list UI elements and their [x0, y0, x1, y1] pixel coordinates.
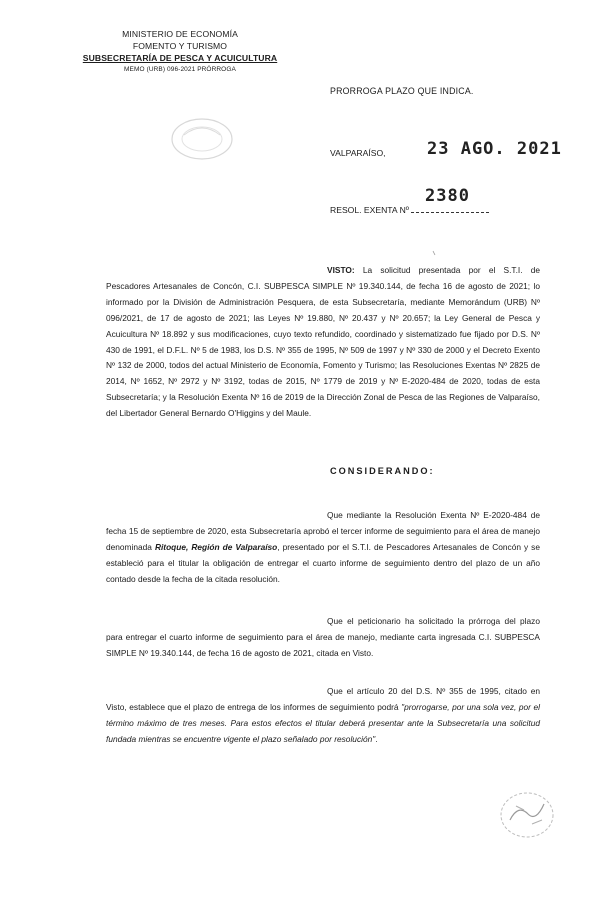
resolution-number: 2380 [425, 186, 470, 206]
visto-label: VISTO: [327, 265, 355, 275]
resolution-number-underline [411, 212, 489, 213]
stamped-date: 23 AGO. 2021 [427, 139, 562, 159]
resolution-line [330, 205, 489, 215]
initials-stamp-icon [496, 786, 558, 844]
area-name: Ritoque, Región de Valparaíso [154, 541, 278, 552]
considerando-3-post: . [375, 733, 378, 744]
legal-quote: "prorrogarse, por una sola vez, por el término máximo de tres meses. Para estos efectos el titular deberá presentar ante la Subsecretaría una solicitud fundada mientras se encuentre vigente el plazo señalado por resolución" [106, 701, 540, 744]
visto-text: La solicitud presentada por el S.T.I. de Pescadores Artesanales de Concón, C.I. SUBPESCA SIMPLE Nº 19.340.144, de fecha 16 de agosto de 2021; lo informado por la División de Administración Pesquera, de esta Subsecretaría, mediante Memorándum (URB) Nº 096/2021, de 17 de agosto de 2021; las Leyes Nº 19.880, Nº 20.437 y Nº 20.657; la Ley General de Pesca y Acuicultura Nº 18.892 y sus modificaciones, cuyo texto refundido, coordinado y sistematizado fue fijado por D.S. Nº 430 de 1991, el D.F.L. Nº 5 de 1983, los D.S. Nº 355 de 1995, Nº 509 de 1997 y Nº 330 de 2000 y el Decreto Exento Nº 132 de 2000, todos del actual Ministerio de Economía, Fomento y Turismo; las Resoluciones Exentas Nº 2825 de 2014, Nº 1652, Nº 2972 y Nº 3192, todas de 2015, Nº 1779 de 2019 y Nº E-2020-484 de 2020, todas de esta Subsecretaría; y la Resolución Exenta Nº 16 de 2019 de la Dirección Zonal de Pesca de las Regiones de Valparaíso, del Libertador General Bernardo O'Higgins y del Maule. [106, 265, 540, 419]
considerando-1-post: , presentado por el S.T.I. de Pescadores Artesanales de Concón y se estableció para el titular la obligación de entregar el cuarto informe de seguimiento dentro del plazo de un año contado desde la fecha de la citada resolución. [106, 541, 540, 584]
considerando-3-pre: Que el artículo 20 del D.S. Nº 355 de 1995, citado en Visto, establece que el plazo de entrega de los informes de seguimiento podrá [106, 686, 540, 712]
considerando-title: CONSIDERANDO: [330, 466, 435, 476]
ministry-line-1: MINISTERIO DE ECONOMÍA [122, 29, 238, 39]
subsecretaria-line: SUBSECRETARÍA DE PESCA Y ACUICULTURA [82, 53, 278, 63]
considerando-1-pre: Que mediante la Resolución Exenta Nº E-2020-484 de fecha 15 de septiembre de 2020, esta Subsecretaría aprobó el tercer informe de seguimiento para el área de manejo denominada [106, 510, 540, 552]
considerando-paragraph-3 [106, 684, 540, 748]
memo-reference: MEMO (URB) 096-2021 PRÓRROGA [124, 66, 236, 73]
small-mark-icon [432, 250, 438, 256]
considerando-paragraph-1 [106, 508, 540, 588]
faint-seal-icon [152, 107, 252, 172]
ministry-line-2: FOMENTO Y TURISMO [132, 41, 228, 51]
place-label: VALPARAÍSO, [330, 148, 386, 158]
resolution-label: RESOL. EXENTA Nº [330, 205, 409, 215]
considerando-paragraph-2 [106, 614, 540, 662]
document-subject: PRORROGA PLAZO QUE INDICA. [330, 86, 474, 96]
letterhead [80, 28, 280, 75]
visto-paragraph [106, 263, 540, 422]
considerando-2-text: Que el peticionario ha solicitado la prórroga del plazo para entregar el cuarto informe de seguimiento para el área de manejo, mediante carta ingresada C.I. SUBPESCA SIMPLE Nº 19.340.144, de fecha 16 de agosto de 2021, citada en Visto. [106, 616, 540, 658]
